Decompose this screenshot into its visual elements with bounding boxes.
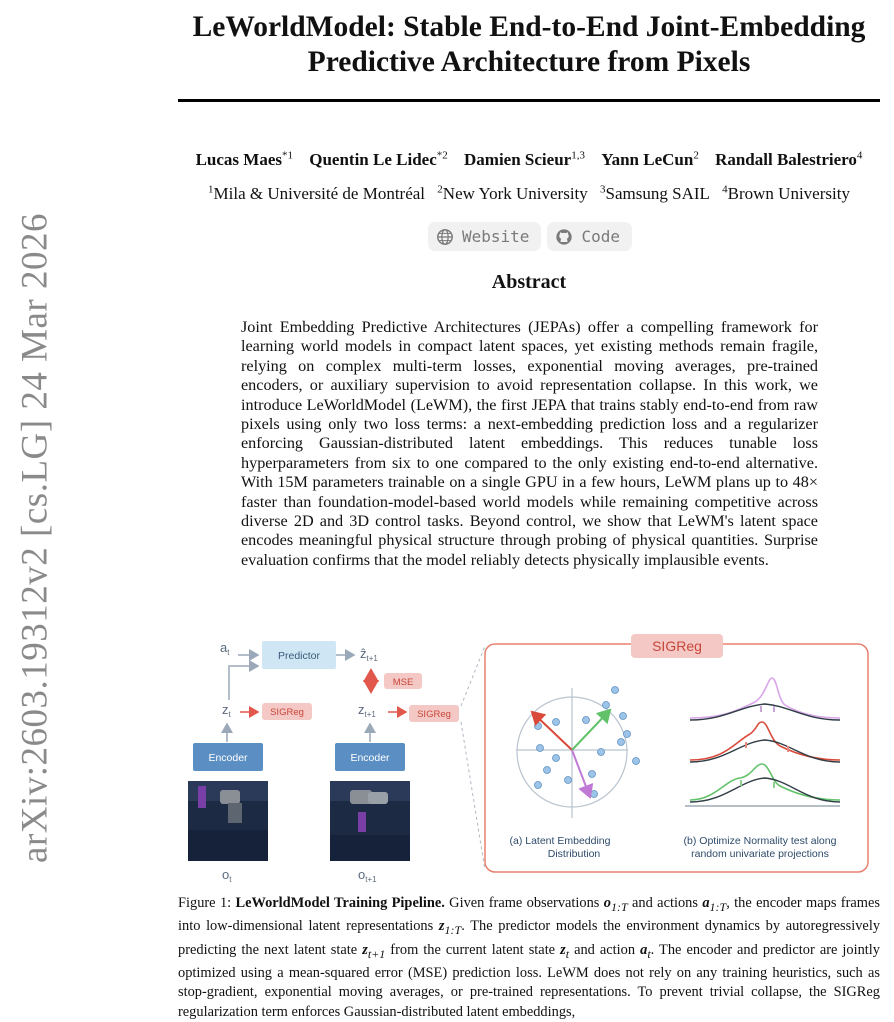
figure-1-caption: Figure 1: LeWorldModel Training Pipeline. Given frame observations $o_{1:T}$ and actions $a_{1:T}$, the encoder maps frames into low-dimensional latent representations $z_{1:T}$. The predictor models the environment dynamics by autoregressively predicting the next latent state $z_{t+1}$ from the current latent state $z_t$ and action $a_t$. The encoder and predictor are jointly optimized using a mean-squared error (MSE) prediction loss. LeWM does not rely on any training heuristics, such as stop-gradient, exponential moving averages, or pre-trained representations. To prevent trivial collapse, the SIGReg regularization term enforces Gaussian-distributed latent embeddings, — [178, 895, 881, 1020]
z-t1-label: $z_{t+1}$ — [358, 702, 376, 719]
frame-image-t1 — [330, 781, 410, 861]
code-label: Code — [581, 227, 620, 246]
zhat-label: ẑ$_{t+1}$ — [360, 646, 378, 663]
z-to-predictor-arrow — [229, 666, 258, 700]
affiliation-list — [170, 183, 888, 204]
code-button[interactable] — [547, 222, 632, 251]
panel-b-caption-1: (b) Optimize Normality test along — [683, 835, 837, 847]
author: Damien Scieur$^{1,3}$ — [464, 149, 585, 169]
website-button[interactable] — [428, 222, 541, 251]
title-rule — [178, 99, 880, 102]
author: Lucas Maes$^{*1}$ — [195, 149, 293, 169]
panel-a-caption-1: (a) Latent Embedding — [509, 835, 611, 847]
affiliation: $^2$New York University — [437, 183, 588, 203]
author: Randall Balestriero$^4$ — [715, 149, 863, 169]
svg-text:SIGReg: SIGReg — [652, 638, 702, 654]
arxiv-sidebar-stamp — [0, 0, 70, 1000]
author: Quentin Le Lidec$^{*2}$ — [309, 149, 448, 169]
obs-label-t1: $o_{t+1}$ — [358, 867, 377, 884]
svg-text:Encoder: Encoder — [208, 752, 248, 764]
svg-text:SIGReg: SIGReg — [270, 707, 304, 718]
predictor-label: Predictor — [277, 650, 321, 662]
author-list — [170, 149, 888, 170]
svg-text:Encoder: Encoder — [350, 752, 390, 764]
svg-text:SIGReg: SIGReg — [417, 709, 451, 720]
figure-1-pipeline — [180, 630, 874, 888]
author: Yann LeCun$^2$ — [601, 149, 699, 169]
link-buttons — [428, 222, 632, 251]
abstract-heading: Abstract — [491, 271, 567, 293]
svg-text:MSE: MSE — [392, 677, 414, 688]
paper-title: LeWorldModel: Stable End-to-End Joint-Embedding Predictive Architecture from Pixels — [192, 11, 866, 78]
github-icon — [555, 228, 573, 246]
affiliation: $^3$Samsung SAIL — [600, 183, 710, 203]
arxiv-id: arXiv:2603.19312v2 [cs.LG] 24 Mar 2026 — [14, 213, 56, 863]
frame-image-t — [188, 781, 268, 861]
panel-a-caption-2: Distribution — [547, 848, 601, 860]
abstract-text: Joint Embedding Predictive Architectures (JEPAs) offer a compelling framework for learning world models in compact latent spaces, yet existing methods remain fragile, relying on complex multi-term losses, exponential moving averages, pre-trained encoders, or auxiliary supervision to avoid representation collapse. In this work, we introduce LeWorldModel (LeWM), the first JEPA that trains stably end-to-end from raw pixels using only two loss terms: a next-embedding prediction loss and a regularizer enforcing Gaussian-distributed latent embeddings. This reduces tunable loss hyperparameters from six to one compared to the only existing end-to-end alternative. With 15M parameters trainable on a single GPU in a few hours, LeWM plans up to 48× faster than foundation-model-based world models while remaining competitive across diverse 2D and 3D control tasks. Beyond control, we show that LeWM's latent space encodes meaningful physical structure through probing of physical quantities. Surprise evaluation confirms that the model reliably detects physically implausible events. — [241, 318, 818, 569]
website-label: Website — [462, 227, 530, 246]
affiliation: $^4$Brown University — [722, 183, 850, 203]
action-label: $a_t$ — [220, 640, 230, 657]
affiliation: $^1$Mila & Université de Montréal — [208, 183, 426, 203]
obs-label-t: $o_t$ — [222, 867, 232, 884]
panel-b-caption-2: random univariate projections — [691, 848, 829, 860]
globe-icon — [436, 228, 454, 246]
z-t-label: $z_t$ — [222, 702, 231, 719]
